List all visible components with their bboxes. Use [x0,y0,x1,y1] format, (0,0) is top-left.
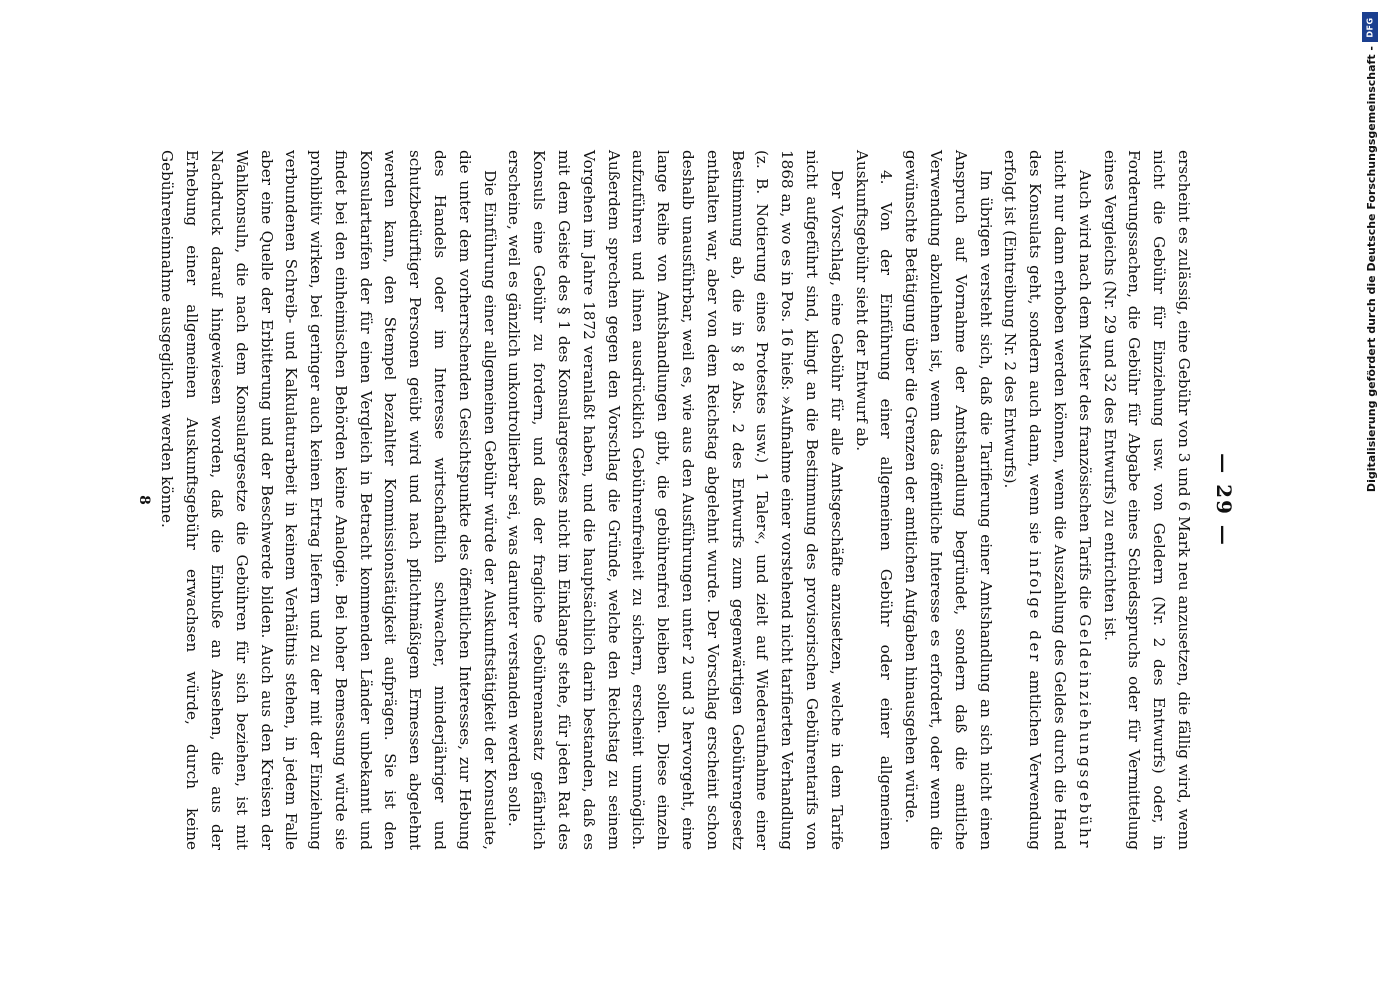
paragraph-1: erscheint es zulässig, eine Gebühr von 3 und 6 Mark neu anzusetzen, die fällig wird, wenn nicht die Gebühr für Einziehung usw. von Geldern (Nr. 2 des Entwurfs) oder, in Forderungssachen, die Gebühr für Abgabe eines Schiedsspruchs oder für Vermittelung eines Vergleichs (Nr. 29 und 32 des Entwurfs) zu entrichten ist. [1100,150,1193,850]
paragraph-6: Die Einführung einer allgemeinen Gebühr würde der Auskunftstätigkeit der Konsulate, die unter dem vorherrschenden Gesichtspunkte des öffentlichen Interesses, zur Hebung des Handels oder im Interesse wirtschaftlich schwacher, minderjähriger und schutzbedürftiger Personen geübt wird und nach pflichtmäßigem Ermessen abgelehnt werden kann, den Stempel bezahlter Kommissionstätigkeit aufprägen. Sie ist den Konsulartarifen der für einen Vergleich in Betracht kommenden Länder unbekannt und findet bei den einheimischen Behörden keine Analogie. Bei hoher Bemessung würde sie prohibitiv wirken, bei geringer auch keinen Ertrag liefern und zu der mit der Einziehung verbundenen Schreib- und Kalkulaturarbeit in keinem Verhältnis stehen, in jedem Falle aber eine Quelle der Erbitterung und der Beschwerde bilden. Auch aus den Kreisen der Wahlkonsuln, die nach dem Konsulargesetze die Gebühren für sich beziehen, ist mit Nachdruck darauf hingewiesen worden, daß die Einbuße an Ansehen, die aus der Erhebung einer allgemeinen Auskunftsgebühr erwachsen würde, durch keine Gebühreneinnahme ausgeglichen werden könne. [158,150,499,850]
page-number-header: — 29 — [1212,453,1236,547]
body-text [158,150,1196,850]
paragraph-2-spaced-phrase: infolge der [1026,550,1045,664]
paragraph-5: Der Vorschlag, eine Gebühr für alle Amtsgeschäfte anzusetzen, welche in dem Tarife nicht aufgeführt sind, klingt an die Bestimmung des provisorischen Gebührentarifs von 1868 an, wo es in Pos. 16 hieß: »Aufnahme einer vorstehend nicht tarifierten Verhandlung (z. B. Notierung eines Protestes usw.) 1 Taler«, und zielt auf Wiederaufnahme einer Bestimmung ab, die in § 8 Abs. 2 des Entwurfs zum gegenwärtigen Gebührengesetz enthalten war, aber von dem Reichstag abgelehnt wurde. Der Vorschlag erscheint schon deshalb unausführbar, weil es, wie aus den Ausführungen unter 2 und 3 hervorgeht, eine lange Reihe von Amtshandlungen gibt, die gebührenfrei bleiben sollen. Diese einzeln aufzuführen und ihnen ausdrücklich Gebührenfreiheit zu sichern, erscheint unmöglich. Außerdem sprechen gegen den Vorschlag die Gründe, welche den Reichstag zu seinem Vorgehen im Jahre 1872 veranlaßt haben, und die hauptsächlich darin bestanden, daß es mit dem Geiste des § 1 des Konsulargesetzes nicht im Einklange stehe, für jeden Rat des Konsuls eine Gebühr zu fordern, und daß der fragliche Gebührenansatz gefährlich erscheine, weil es gänzlich unkontrollierbar sei, was darunter verstanden werden solle. [505,150,846,850]
paragraph-4-section-heading: 4. Von der Einführung einer allgemeinen Gebühr oder einer allgemeinen Auskunftsgebühr sieht der Entwurf ab. [852,150,896,850]
dfg-logo: DFG [1362,12,1378,42]
rotated-page-content [136,150,1236,850]
digitization-credit [1359,6,1381,996]
paragraph-2-spaced-term: Geldeinziehungsgebühr [1075,614,1094,850]
digitization-credit-text: Digitalisierung gefördert durch die Deutsche Forschungsgemeinschaft - [1365,46,1378,493]
paragraph-2-text-a: Auch wird nach dem Muster des französischen Tarifs die [1075,170,1094,615]
paragraph-3: Im übrigen versteht sich, daß die Tarifierung einer Amtshandlung an sich nicht einen Anspruch auf Vornahme der Amtshandlung begründet, sondern daß die amtliche Verwendung abzulehnen ist, wenn das öffentliche Interesse es erfordert, oder wenn die gewünschte Betätigung über die Grenzen der amtlichen Aufgaben hinausgehen würde. [902,150,995,850]
paragraph-2-text-b: nicht nur dann erhoben werden können, wenn die Auszahlung des Geldes durch die Hand des Konsulats geht, sondern auch dann, wenn sie [1026,150,1070,850]
paragraph-2-text-c: amtlichen Verwendung erfolgt ist (Eintreibung Nr. 2 des Entwurfs). [1001,150,1045,850]
signature-mark: 8 [136,495,152,505]
paragraph-2 [998,150,1097,850]
